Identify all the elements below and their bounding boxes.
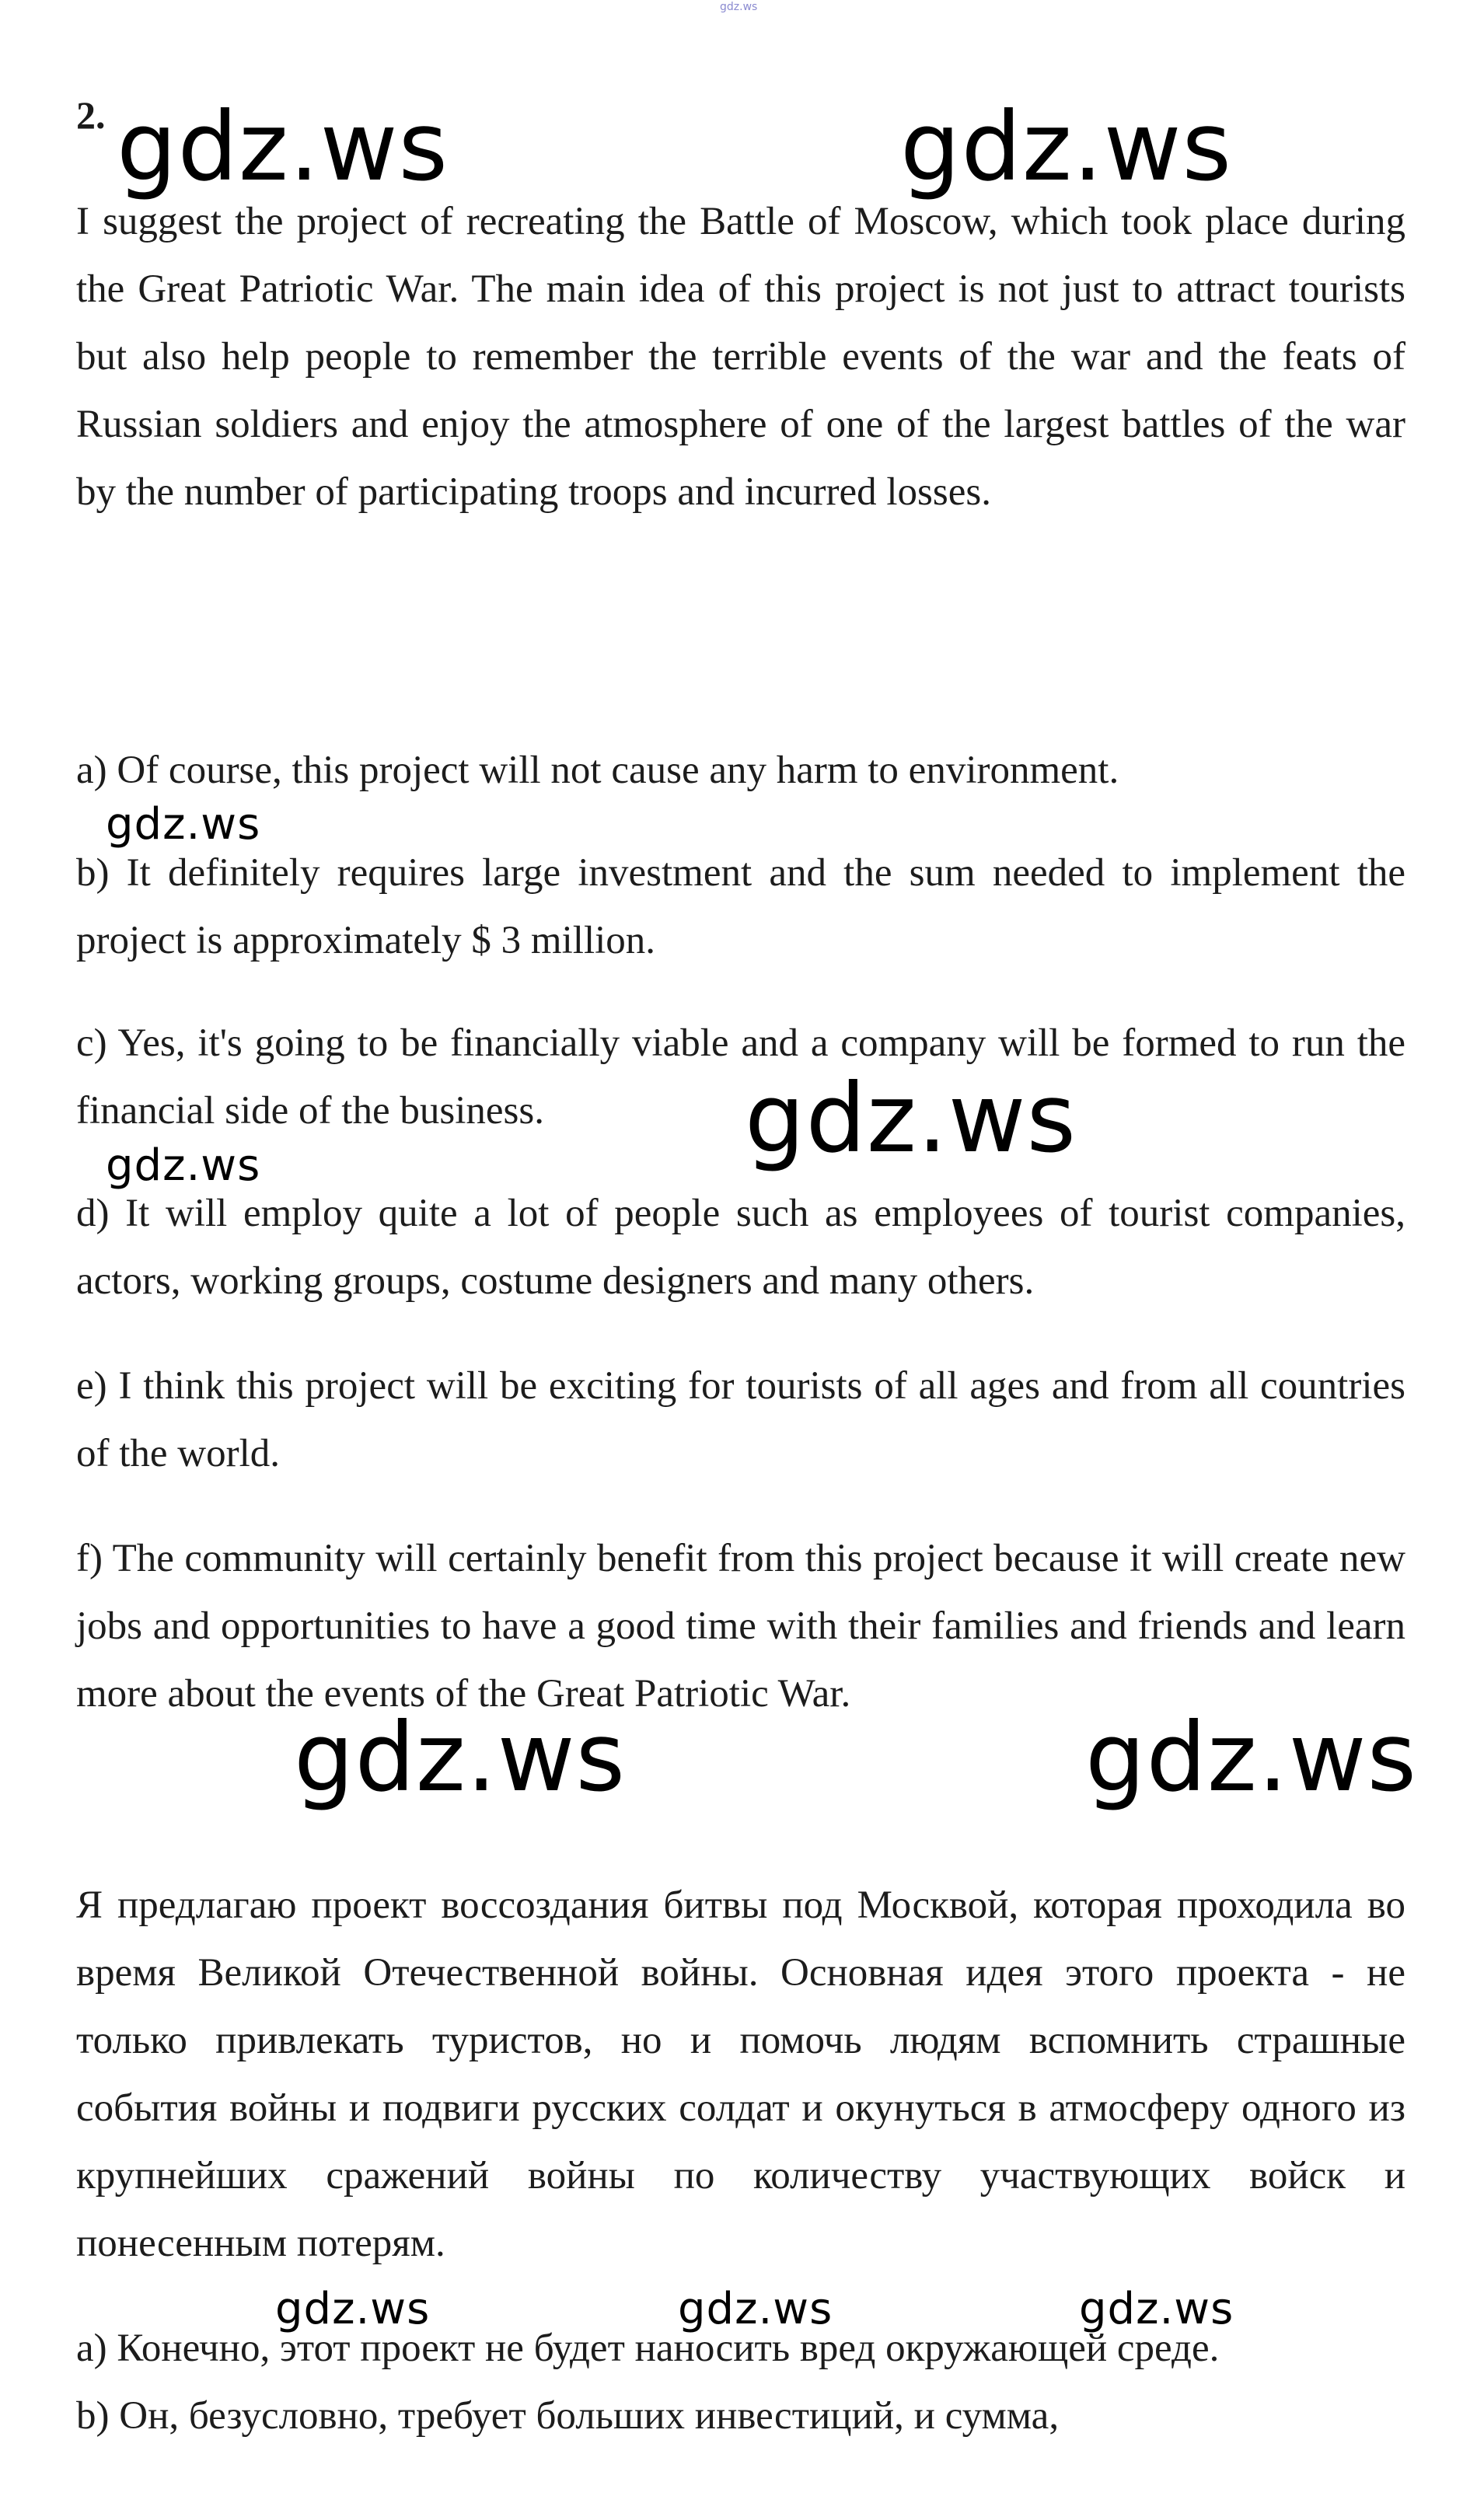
russian-answer-b: b) Он, безусловно, требует больших инвестиций, и сумма, [76, 2394, 1060, 2438]
russian-answer-a: a) Конечно, этот проект не будет наносить вред окружающей среде. [76, 2327, 1220, 2370]
english-answer-f: f) The community will certainly benefit from this project because it will create new jobs and opportunities to have a good time with their families and friends and learn more about the events of the Great Patriotic War. [76, 1537, 1405, 1716]
watermark: gdz.ws [678, 2284, 833, 2334]
watermark-top-small: gdz.ws [720, 1, 758, 13]
english-answer-a: a) Of course, this project will not cause any harm to environment. [76, 749, 1119, 792]
task-number: 2. [76, 93, 106, 137]
watermark: gdz.ws [1079, 2284, 1234, 2334]
watermark: gdz.ws [106, 799, 261, 850]
russian-intro-paragraph: Я предлагаю проект воссоздания битвы под Москвой, которая проходила во время Великой Отечественной войны. Основная идея этого проекта - не только привлекать туристов, но и помочь людям вспомнить страшные события войны и подвиги русских солдат и окунуться в атмосферу одного из крупнейших сражений войны по количеству участвующих войск и понесенным потерям. [76, 1883, 1405, 2265]
english-intro-paragraph: I suggest the project of recreating the Battle of Moscow, which took place during the Great Patriotic War. The main idea of this project is not just to attract tourists but also help people to remember the terrible events of the war and the feats of Russian soldiers and enjoy the atmosphere of one of the largest battles of the war by the number of participating troops and incurred losses. [76, 200, 1405, 514]
watermark: gdz.ws [275, 2284, 431, 2334]
english-answer-d: d) It will employ quite a lot of people such as employees of tourist companies, actors, working groups, costume designers and many others. [76, 1192, 1405, 1303]
english-answer-c: c) Yes, it's going to be financially viable and a company will be formed to run the financial side of the business. [76, 1021, 1405, 1133]
watermark: gdz.ws [106, 1140, 261, 1191]
english-answer-b: b) It definitely requires large investment and the sum needed to implement the project is approximately $ 3 million. [76, 851, 1405, 962]
watermark: gdz.ws [1085, 1702, 1418, 1813]
watermark: gdz.ws [900, 92, 1233, 202]
watermark: gdz.ws [745, 1063, 1077, 1174]
watermark: gdz.ws [294, 1702, 627, 1813]
english-answer-e: e) I think this project will be exciting for tourists of all ages and from all countries of the world. [76, 1364, 1405, 1475]
watermark: gdz.ws [117, 92, 449, 202]
